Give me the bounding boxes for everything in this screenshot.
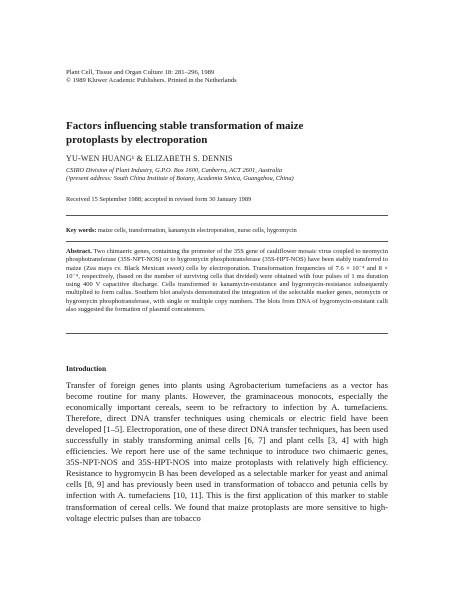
keywords-text: maize cells, transformation, kanamycin electroporation, nurse cells, hygromycin [96, 227, 297, 234]
introduction-paragraph: Transfer of foreign genes into plants using Agrobacterium tumefaciens as a vector has become routine for many plants. However, the graminaceous monocots, especially the economically important cereals, seem to be refractory to infection by A. tumefaciens. Therefore, direct DNA transfer techniques using chemicals or electric field have been developed [1–5]. Electroporation, one of these direct DNA transfer techniques, has been used successfully in stably transforming animal cells [6, 7] and plant cells [3, 4] with high efficiencies. We report here use of the same technique to introduce two chimaeric genes, 35S-NPT-NOS and 35S-HPT-NOS into maize protoplasts with relatively high efficiency. Resistance to hygromycin B has been developed as a selectable marker for yeast and animal cells [8, 9] and has previously been used in transformation of tobacco and petunia cells by infection with A. tumefaciens [10, 11]. This is the first application of this marker to stable transformation of cereal cells. We found that maize protoplasts are more sensitive to high-voltage electric pulses than are tobacco [66, 380, 388, 523]
affiliation [66, 167, 388, 184]
introduction-body [66, 380, 388, 524]
affiliation-line-2: (¹present address: South China Institute of Botany, Academia Sinica, Guangzhou, China) [66, 175, 294, 183]
copyright-line: © 1989 Kluwer Academic Publishers. Printed in the Netherlands [66, 77, 237, 85]
authors: YU-WEN HUANG¹ & ELIZABETH S. DENNIS [66, 154, 233, 163]
affiliation-line-1: CSIRO Division of Plant Industry, G.P.O. Box 1600, Canberra, ACT 2601, Australia [66, 167, 283, 174]
keywords [66, 227, 388, 235]
keywords-label: Key words: [66, 227, 97, 234]
divider-top [66, 215, 388, 216]
abstract-text: Two chimaeric genes, containing the promoter of the 35S gene of cauliflower mosaic virus coupled to neomycin phosphotransferase (35S-NPT-NOS) or to hygromycin phosphotransferase (35S-HPT-NOS) have been stably transferred to maize (Zea mays cv. Black Mexican sweet) cells by electroporation. Transformation frequencies of 7.6 × 10⁻⁴ and 8 × 10⁻⁴, respectively, (based on the number of surviving cells that divided) were obtained with four pulses of 1 ms duration using 400 V capacitive discharge. Cells transformed to kanamycin-resistance and hygromycin-resistance subsequently multiplied to form callus. Southern blot analysis demonstrated the integration of the selectable marker genes, neomycin or hygromycin phosphotransferase, with single or multiple copy numbers. The blots from DNA of hygromycin-resistant calli also suggested the formation of plasmid concatemers. [66, 248, 388, 313]
divider-middle [66, 241, 388, 242]
section-heading: Introduction [66, 364, 107, 373]
divider-bottom [66, 333, 388, 334]
article-title [66, 120, 388, 147]
journal-header [66, 69, 388, 86]
title-line-2: protoplasts by electroporation [66, 133, 208, 146]
journal-citation: Plant Cell, Tissue and Organ Culture 18: 281–296, 1989 [66, 69, 215, 76]
received-dates: Received 15 September 1988; accepted in revised form 30 January 1989 [66, 196, 252, 203]
abstract [66, 248, 388, 314]
abstract-label: Abstract. [66, 248, 92, 255]
title-line-1: Factors influencing stable transformation of maize [66, 120, 304, 132]
